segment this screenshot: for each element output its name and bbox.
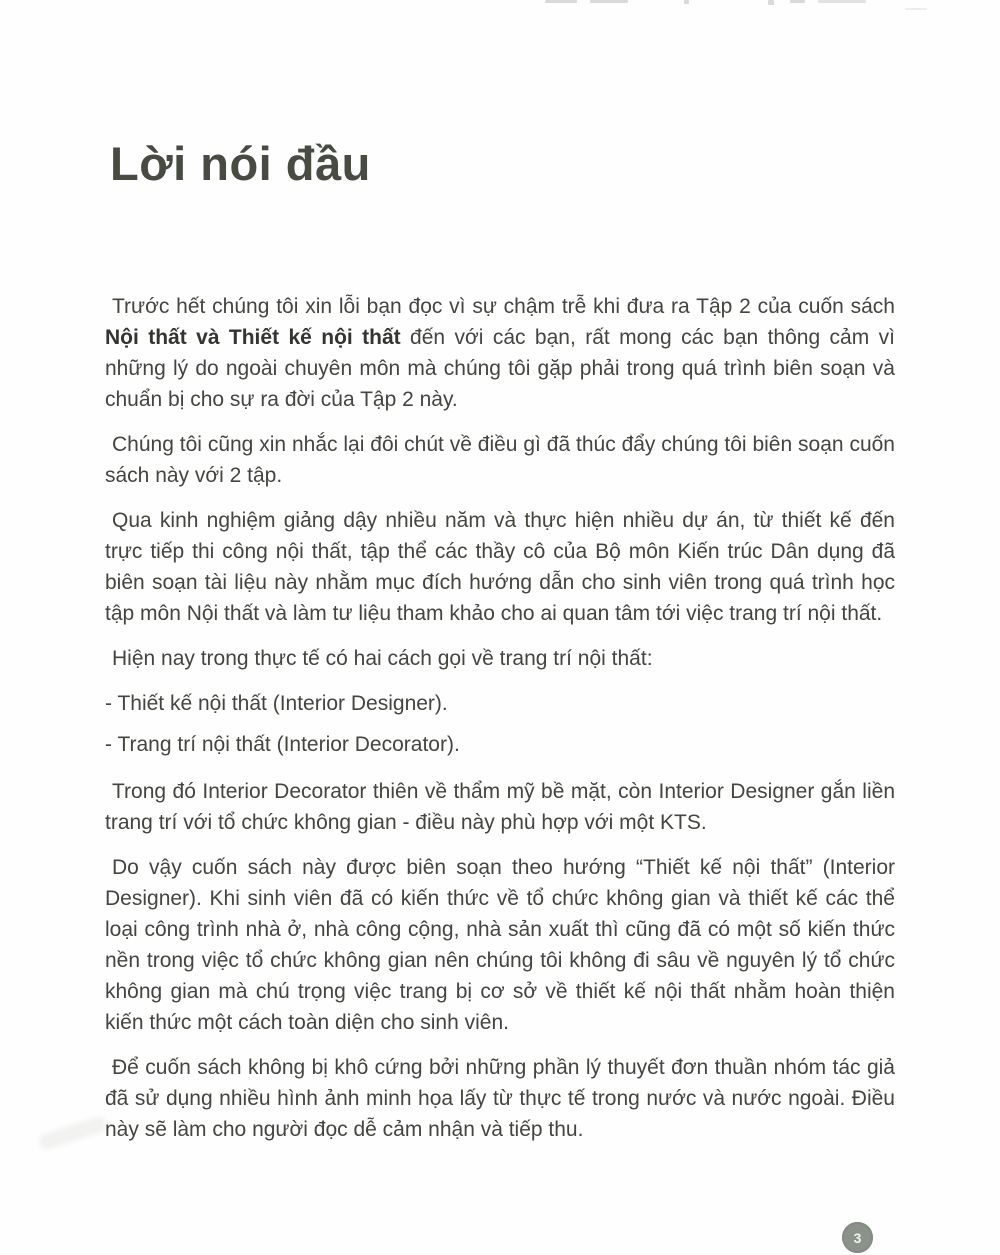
page-title: Lời nói đầu (110, 137, 371, 190)
paragraph-illustrations: Để cuốn sách không bị khô cứng bởi những phần lý thuyết đơn thuần nhóm tác giả đã sử dụng nhiều hình ảnh minh họa lấy từ thực tế trong nước và nước ngoài. Điều này sẽ làm cho người đọc dễ cảm nhận và tiếp thu. (105, 1056, 895, 1141)
scan-smudge (37, 1115, 109, 1152)
list-item-interior-designer: - Thiết kế nội thất (Interior Designer). (105, 692, 448, 715)
paragraph-experience: Qua kinh nghiệm giảng dậy nhiều năm và thực hiện nhiều dự án, từ thiết kế đến trực tiếp thi công nội thất, tập thể các thầy cô của Bộ môn Kiến trúc Dân dụng đã biên soạn tài liệu này nhằm mục đích hướng dẫn cho sinh viên trong quá trình học tập môn Nội thất và làm tư liệu tham khảo cho ai quan tâm tới việc trang trí nội thất. (105, 509, 895, 625)
list-item-interior-decorator: - Trang trí nội thất (Interior Decorator). (105, 733, 460, 756)
paragraph-text: đến với các bạn, rất mong các bạn thông cảm vì những lý do ngoài chuyên môn mà chúng tôi gặp phải trong quá trình biên soạn và chuẩn bị cho sự ra đời của Tập 2 này. (105, 326, 895, 411)
terms-list (105, 688, 895, 760)
paragraph-comparison: Trong đó Interior Decorator thiên về thẩm mỹ bề mặt, còn Interior Designer gắn liền trang trí với tổ chức không gian - điều này phù hợp với một KTS. (105, 780, 895, 834)
page-number-badge (842, 1222, 873, 1253)
paragraph-recap: Chúng tôi cũng xin nhắc lại đôi chút về điều gì đã thúc đẩy chúng tôi biên soạn cuốn sách này với 2 tập. (105, 433, 895, 487)
paragraph-two-terms-intro: Hiện nay trong thực tế có hai cách gọi về trang trí nội thất: (112, 647, 653, 670)
page-number: 3 (853, 1229, 862, 1246)
paragraph-approach: Do vậy cuốn sách này được biên soạn theo hướng “Thiết kế nội thất” (Interior Designer). Khi sinh viên đã có kiến thức về tổ chức không gian và thiết kế các thể loại công trình nhà ở, nhà công cộng, nhà sản xuất thì cũng đã có một số kiến thức nền trong việc tổ chức không gian nên chúng tôi không đi sâu về nguyên lý tổ chức không gian mà chú trọng việc trang bị cơ sở về thiết kế nội thất nhằm hoàn thiện kiến thức một cách toàn diện cho sinh viên. (105, 856, 895, 1034)
scan-artifact (905, 8, 927, 10)
book-title-bold: Nội thất và Thiết kế nội thất (105, 326, 401, 349)
paragraph-apology (105, 291, 895, 415)
paragraph-text: Trước hết chúng tôi xin lỗi bạn đọc vì sự chậm trễ khi đưa ra Tập 2 của cuốn sách (112, 295, 895, 318)
page-content (105, 0, 895, 1145)
